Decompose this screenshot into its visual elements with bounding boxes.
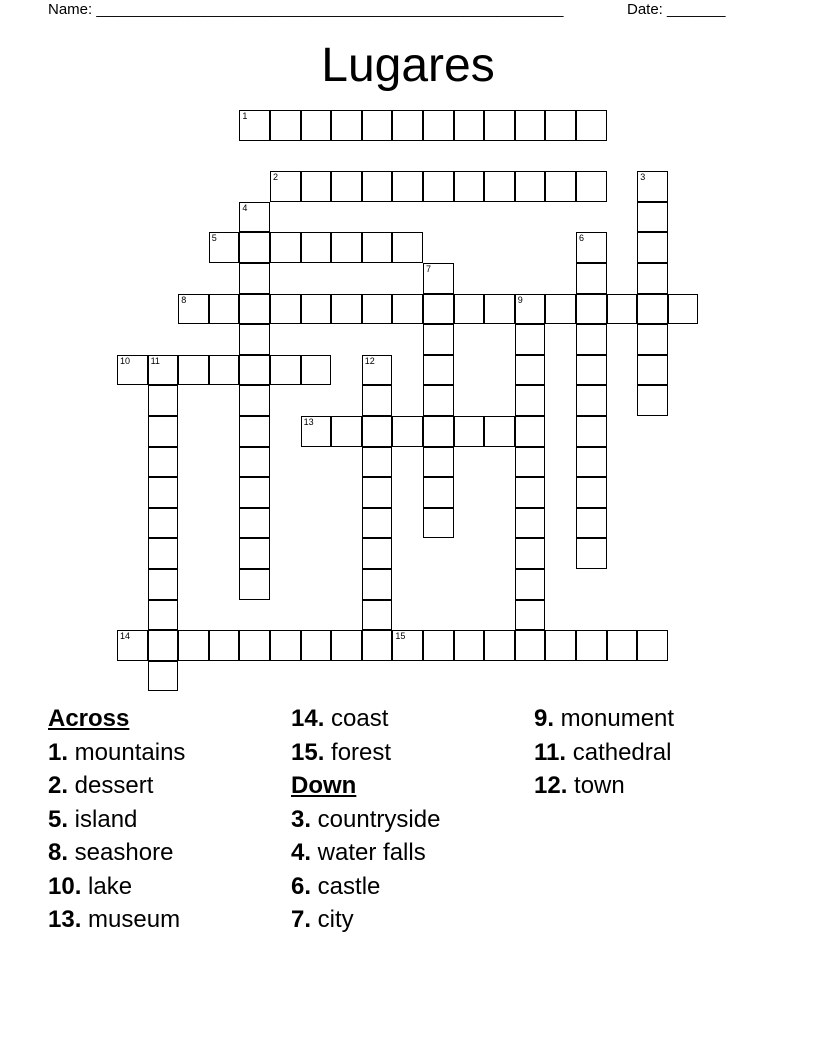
clue-number-label: 8	[181, 294, 187, 305]
clue-across-8: 8. seashore	[48, 839, 174, 866]
grid-cell[interactable]	[392, 630, 423, 661]
grid-cell[interactable]	[576, 324, 607, 355]
grid-cell[interactable]	[637, 263, 668, 294]
grid-cell[interactable]	[545, 171, 576, 202]
down-heading: Down	[291, 772, 357, 799]
grid-cell[interactable]	[239, 538, 270, 569]
grid-cell[interactable]	[239, 508, 270, 539]
grid-cell[interactable]	[148, 569, 179, 600]
grid-cell[interactable]	[515, 447, 546, 478]
grid-cell[interactable]	[392, 110, 423, 141]
grid-cell[interactable]	[576, 477, 607, 508]
grid-cell[interactable]	[576, 508, 607, 539]
grid-cell[interactable]	[454, 110, 485, 141]
grid-cell[interactable]	[637, 202, 668, 233]
clue-number-label: 13	[303, 417, 314, 427]
grid-cell[interactable]	[423, 171, 454, 202]
grid-cell[interactable]	[209, 355, 240, 386]
name-label: Name:	[48, 1, 93, 18]
grid-cell[interactable]	[270, 110, 301, 141]
grid-cell[interactable]	[117, 630, 148, 661]
grid-cell[interactable]	[545, 110, 576, 141]
grid-cell[interactable]	[637, 355, 668, 386]
grid-cell[interactable]	[301, 294, 332, 325]
grid-cell[interactable]	[392, 416, 423, 447]
grid-cell[interactable]	[637, 385, 668, 416]
grid-cell[interactable]	[301, 355, 332, 386]
grid-cell[interactable]	[637, 630, 668, 661]
grid-cell[interactable]	[270, 355, 301, 386]
grid-cell[interactable]	[637, 294, 668, 325]
grid-cell[interactable]	[515, 569, 546, 600]
grid-cell[interactable]	[515, 538, 546, 569]
grid-cell[interactable]	[362, 416, 393, 447]
grid-cell[interactable]	[301, 416, 332, 447]
grid-cell[interactable]	[454, 630, 485, 661]
grid-cell[interactable]	[515, 171, 546, 202]
grid-cell[interactable]	[301, 171, 332, 202]
grid-cell[interactable]	[423, 630, 454, 661]
grid-cell[interactable]	[239, 355, 270, 386]
grid-cell[interactable]	[607, 630, 638, 661]
grid-cell[interactable]	[362, 600, 393, 631]
grid-cell[interactable]	[637, 324, 668, 355]
clue-number-label: 6	[579, 233, 585, 244]
grid-cell[interactable]	[209, 294, 240, 325]
grid-cell[interactable]	[423, 477, 454, 508]
grid-cell[interactable]	[515, 324, 546, 355]
grid-cell[interactable]	[362, 538, 393, 569]
grid-cell[interactable]	[515, 416, 546, 447]
clue-across-5: 5. island	[48, 805, 138, 833]
grid-cell[interactable]	[454, 294, 485, 325]
clue-down-12: 12. town	[534, 772, 625, 799]
grid-cell[interactable]	[148, 355, 179, 386]
grid-cell[interactable]	[362, 355, 393, 386]
date-line: _______	[667, 1, 726, 18]
grid-cell[interactable]	[515, 477, 546, 508]
grid-cell[interactable]	[576, 232, 607, 263]
grid-cell[interactable]	[239, 324, 270, 355]
puzzle-title: Lugares	[321, 39, 495, 92]
grid-cell[interactable]	[239, 263, 270, 294]
grid-cell[interactable]	[301, 110, 332, 141]
grid-cell[interactable]	[148, 630, 179, 661]
clue-down-4: 4. water falls	[291, 839, 426, 866]
clue-across-10: 10. lake	[48, 872, 133, 900]
grid-cell[interactable]	[392, 232, 423, 263]
grid-cell[interactable]	[515, 630, 546, 661]
clue-number-label: 1	[242, 111, 248, 121]
grid-cell[interactable]	[270, 630, 301, 661]
grid-cell[interactable]	[484, 416, 515, 447]
grid-cell[interactable]	[209, 630, 240, 661]
clue-number-label: 5	[211, 233, 217, 244]
grid-cell[interactable]	[148, 600, 179, 631]
grid-cell[interactable]	[637, 232, 668, 263]
grid-cell[interactable]	[178, 294, 209, 325]
grid-cell[interactable]	[576, 447, 607, 478]
grid-cell[interactable]	[576, 294, 607, 325]
name-line: ________________________________________________________	[96, 1, 564, 18]
grid-cell[interactable]	[423, 355, 454, 386]
grid-cell[interactable]	[576, 110, 607, 141]
grid-cell[interactable]	[239, 202, 270, 233]
grid-cell[interactable]	[515, 385, 546, 416]
grid-cell[interactable]	[484, 110, 515, 141]
grid-cell[interactable]	[545, 294, 576, 325]
grid-cell[interactable]	[576, 630, 607, 661]
grid-cell[interactable]	[270, 294, 301, 325]
grid-cell[interactable]	[576, 416, 607, 447]
grid-cell[interactable]	[331, 110, 362, 141]
grid-cell[interactable]	[423, 447, 454, 478]
grid-cell[interactable]	[423, 294, 454, 325]
grid-cell[interactable]	[239, 477, 270, 508]
clue-number-label: 4	[242, 202, 248, 213]
grid-cell[interactable]	[270, 232, 301, 263]
clue-across-2: 2. dessert	[48, 772, 154, 799]
grid-cell[interactable]	[484, 171, 515, 202]
grid-cell[interactable]	[423, 508, 454, 539]
grid-cell[interactable]	[362, 232, 393, 263]
grid-cell[interactable]	[576, 355, 607, 386]
grid-cell[interactable]	[148, 447, 179, 478]
grid-cell[interactable]	[454, 171, 485, 202]
grid-cell[interactable]	[331, 232, 362, 263]
clue-down-9: 9. monument	[534, 705, 675, 732]
clue-number-label: 15	[395, 631, 406, 642]
grid-cell[interactable]	[668, 294, 699, 325]
grid-cell[interactable]	[545, 630, 576, 661]
clue-down-7: 7. city	[291, 906, 354, 933]
grid-cell[interactable]	[423, 324, 454, 355]
grid-cell[interactable]	[454, 416, 485, 447]
clue-number-label: 10	[120, 355, 131, 366]
grid-cell[interactable]	[301, 232, 332, 263]
grid-cell[interactable]	[576, 538, 607, 569]
grid-cell[interactable]	[576, 385, 607, 416]
across-heading: Across	[48, 705, 130, 732]
grid-cell[interactable]	[301, 630, 332, 661]
grid-cell[interactable]	[148, 538, 179, 569]
clue-column-3	[534, 702, 674, 803]
grid-cell[interactable]	[515, 508, 546, 539]
grid-cell[interactable]	[239, 294, 270, 325]
grid-cell[interactable]	[331, 630, 362, 661]
grid-cell[interactable]	[423, 263, 454, 294]
clue-down-6: 6. castle	[291, 872, 381, 900]
clue-number-label: 14	[120, 631, 131, 642]
grid-cell[interactable]	[515, 110, 546, 141]
grid-cell[interactable]	[331, 171, 362, 202]
grid-cell[interactable]	[362, 171, 393, 202]
grid-cell[interactable]	[362, 508, 393, 539]
grid-cell[interactable]	[484, 294, 515, 325]
grid-cell[interactable]	[362, 385, 393, 416]
clue-column-2	[291, 702, 440, 937]
grid-cell[interactable]	[362, 110, 393, 141]
grid-cell[interactable]	[362, 447, 393, 478]
clue-number-label: 3	[640, 172, 646, 183]
clue-number-label: 11	[150, 355, 160, 366]
grid-cell[interactable]	[515, 294, 546, 325]
grid-cell[interactable]	[576, 263, 607, 294]
grid-cell[interactable]	[148, 661, 179, 692]
grid-cell[interactable]	[239, 110, 270, 141]
grid-cell[interactable]	[607, 294, 638, 325]
grid-cell[interactable]	[239, 416, 270, 447]
clue-column-1	[48, 702, 185, 937]
clue-number-label: 2	[273, 172, 279, 183]
grid-cell[interactable]	[331, 294, 362, 325]
grid-cell[interactable]	[423, 385, 454, 416]
grid-cell[interactable]	[515, 600, 546, 631]
grid-cell[interactable]	[148, 477, 179, 508]
grid-cell[interactable]	[331, 416, 362, 447]
date-label: Date:	[627, 1, 663, 18]
grid-cell[interactable]	[515, 355, 546, 386]
clue-down-11: 11. cathedral	[534, 738, 672, 766]
grid-cell[interactable]	[576, 171, 607, 202]
clue-number-label: 9	[517, 294, 523, 305]
grid-cell[interactable]	[423, 110, 454, 141]
grid-cell[interactable]	[178, 630, 209, 661]
grid-cell[interactable]	[392, 171, 423, 202]
grid-cell[interactable]	[148, 416, 179, 447]
clue-across-15: 15. forest	[291, 738, 392, 766]
grid-cell[interactable]	[362, 569, 393, 600]
grid-cell[interactable]	[178, 355, 209, 386]
grid-cell[interactable]	[362, 294, 393, 325]
grid-cell[interactable]	[239, 385, 270, 416]
grid-cell[interactable]	[148, 385, 179, 416]
clue-down-3: 3. countryside	[291, 805, 441, 833]
clue-across-1: 1. mountains	[48, 738, 186, 766]
grid-cell[interactable]	[239, 447, 270, 478]
clue-number-label: 12	[364, 355, 375, 366]
grid-cell[interactable]	[392, 294, 423, 325]
clue-across-13: 13. museum	[48, 906, 181, 933]
grid-cell[interactable]	[239, 630, 270, 661]
grid-cell[interactable]	[239, 569, 270, 600]
grid-cell[interactable]	[148, 508, 179, 539]
grid-cell[interactable]	[484, 630, 515, 661]
grid-cell[interactable]	[423, 416, 454, 447]
grid-cell[interactable]	[239, 232, 270, 263]
grid-cell[interactable]	[362, 477, 393, 508]
clue-number-label: 7	[426, 264, 432, 274]
grid-cell[interactable]	[270, 171, 301, 202]
clue-across-14: 14. coast	[291, 705, 389, 732]
grid-cell[interactable]	[637, 171, 668, 202]
grid-cell[interactable]	[117, 355, 148, 386]
grid-cell[interactable]	[209, 232, 240, 263]
grid-cell[interactable]	[362, 630, 393, 661]
